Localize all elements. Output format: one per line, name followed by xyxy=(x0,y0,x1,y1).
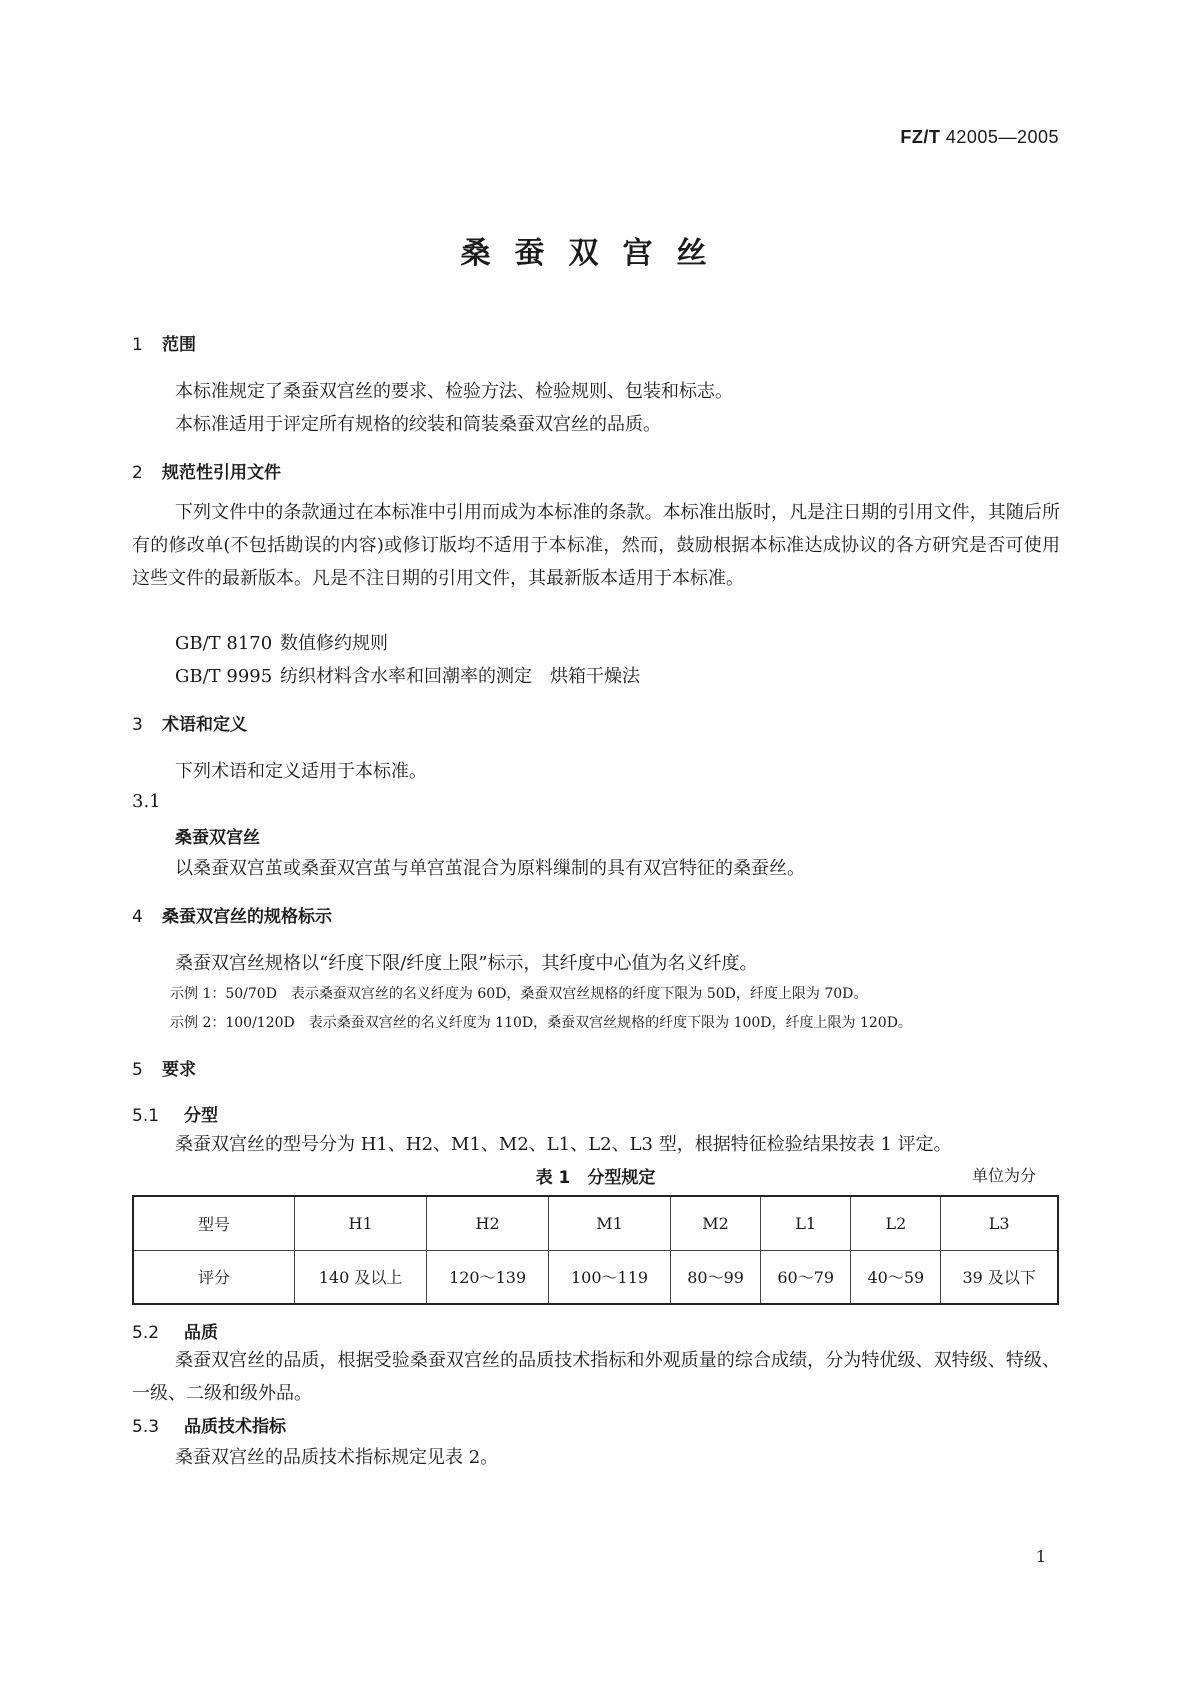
example-1: 示例 1：50/70D 表示桑蚕双宫丝的名义纤度为 60D，桑蚕双宫丝规格的纤度下限为 50D，纤度上限为 70D。 xyxy=(170,986,868,1002)
term-definition: 以桑蚕双宫茧或桑蚕双宫茧与单宫茧混合为原料缫制的具有双宫特征的桑蚕丝。 xyxy=(175,858,805,879)
section-5-number: 5 xyxy=(132,1060,143,1080)
reference-1-name: 数值修约规则 xyxy=(280,633,388,654)
section-4-para-1: 桑蚕双宫丝规格以“纤度下限/纤度上限”标示，其纤度中心值为名义纤度。 xyxy=(175,953,758,974)
score-cell: 39 及以下 xyxy=(941,1250,1058,1304)
reference-1-code: GB/T 8170 xyxy=(175,633,273,654)
reference-2 xyxy=(175,662,640,688)
section-4-title: 桑蚕双宫丝的规格标示 xyxy=(162,907,332,927)
standard-code xyxy=(900,127,1059,148)
subsection-5-3-para: 桑蚕双宫丝的品质技术指标规定见表 2。 xyxy=(175,1447,499,1468)
table-1-caption: 表 1 分型规定 xyxy=(535,1168,656,1188)
type-cell: H1 xyxy=(295,1196,427,1250)
section-4-number: 4 xyxy=(132,907,143,927)
type-cell: H2 xyxy=(427,1196,549,1250)
table-1-unit: 单位为分 xyxy=(971,1166,1036,1185)
table-row-types xyxy=(133,1196,1058,1250)
subsection-5-2-paragraph: 桑蚕双宫丝的品质，根据受验桑蚕双宫丝的品质技术指标和外观质量的综合成绩，分为特优级、双特级、特级、一级、二级和级外品。 xyxy=(132,1350,1060,1404)
page-number: 1 xyxy=(1035,1547,1046,1566)
section-2-title: 规范性引用文件 xyxy=(162,463,281,483)
score-cell: 80～99 xyxy=(671,1250,761,1304)
section-2-number: 2 xyxy=(132,463,143,483)
reference-2-name: 纺织材料含水率和回潮率的测定 烘箱干燥法 xyxy=(280,666,640,687)
section-1-para-2: 本标准适用于评定所有规格的绞装和筒装桑蚕双宫丝的品质。 xyxy=(175,414,661,435)
score-cell: 140 及以上 xyxy=(295,1250,427,1304)
section-1-heading xyxy=(132,330,196,355)
type-cell: L2 xyxy=(851,1196,941,1250)
section-1-number: 1 xyxy=(132,335,143,355)
subsection-5-2-title: 品质 xyxy=(184,1323,218,1343)
subsection-3-1-number: 3.1 xyxy=(132,791,161,812)
score-cell: 120～139 xyxy=(427,1250,549,1304)
document-title: 桑蚕双宫丝 xyxy=(460,236,731,271)
subsection-5-3-title: 品质技术指标 xyxy=(184,1417,286,1437)
subsection-5-2-heading xyxy=(132,1318,218,1343)
subsection-5-1-heading xyxy=(132,1101,218,1126)
type-cell: M2 xyxy=(671,1196,761,1250)
section-5-title: 要求 xyxy=(162,1060,196,1080)
row-label-type: 型号 xyxy=(133,1196,295,1250)
type-cell: L1 xyxy=(761,1196,851,1250)
type-cell: L3 xyxy=(941,1196,1058,1250)
section-3-number: 3 xyxy=(132,715,143,735)
subsection-5-3-number: 5.3 xyxy=(132,1417,160,1437)
section-5-heading xyxy=(132,1055,196,1080)
section-2-paragraph: 下列文件中的条款通过在本标准中引用而成为本标准的条款。本标准出版时，凡是注日期的引用文件，其随后所有的修改单(不包括勘误的内容)或修订版均不适用于本标准，然而，鼓励根据本标准达成协议的各方研究是否可使用这些文件的最新版本。凡是不注日期的引用文件，其最新版本适用于本标准。 xyxy=(132,502,1060,589)
section-1-title: 范围 xyxy=(162,335,196,355)
subsection-5-2-number: 5.2 xyxy=(132,1323,160,1343)
table-row-scores xyxy=(133,1250,1058,1304)
standard-code-number: 42005—2005 xyxy=(940,127,1059,147)
standard-code-prefix: FZ/T xyxy=(900,127,941,147)
row-label-score: 评分 xyxy=(133,1250,295,1304)
score-cell: 100～119 xyxy=(549,1250,671,1304)
subsection-5-3-heading xyxy=(132,1412,286,1437)
section-3-title: 术语和定义 xyxy=(162,715,247,735)
subsection-5-1-title: 分型 xyxy=(184,1106,218,1126)
score-cell: 40～59 xyxy=(851,1250,941,1304)
section-4-heading xyxy=(132,902,332,927)
table-1 xyxy=(132,1195,1059,1305)
section-1-para-1: 本标准规定了桑蚕双宫丝的要求、检验方法、检验规则、包装和标志。 xyxy=(175,381,733,402)
reference-1 xyxy=(175,629,388,655)
term-name: 桑蚕双宫丝 xyxy=(175,828,260,848)
subsection-5-1-number: 5.1 xyxy=(132,1106,160,1126)
reference-2-code: GB/T 9995 xyxy=(175,666,273,687)
score-cell: 60～79 xyxy=(761,1250,851,1304)
subsection-5-1-para: 桑蚕双宫丝的型号分为 H1、H2、M1、M2、L1、L2、L3 型，根据特征检验结果按表 1 评定。 xyxy=(175,1134,952,1155)
example-2: 示例 2：100/120D 表示桑蚕双宫丝的名义纤度为 110D，桑蚕双宫丝规格的纤度下限为 100D，纤度上限为 120D。 xyxy=(170,1015,912,1031)
type-cell: M1 xyxy=(549,1196,671,1250)
section-3-para-1: 下列术语和定义适用于本标准。 xyxy=(175,761,427,782)
section-3-heading xyxy=(132,710,247,735)
section-2-heading xyxy=(132,458,281,483)
